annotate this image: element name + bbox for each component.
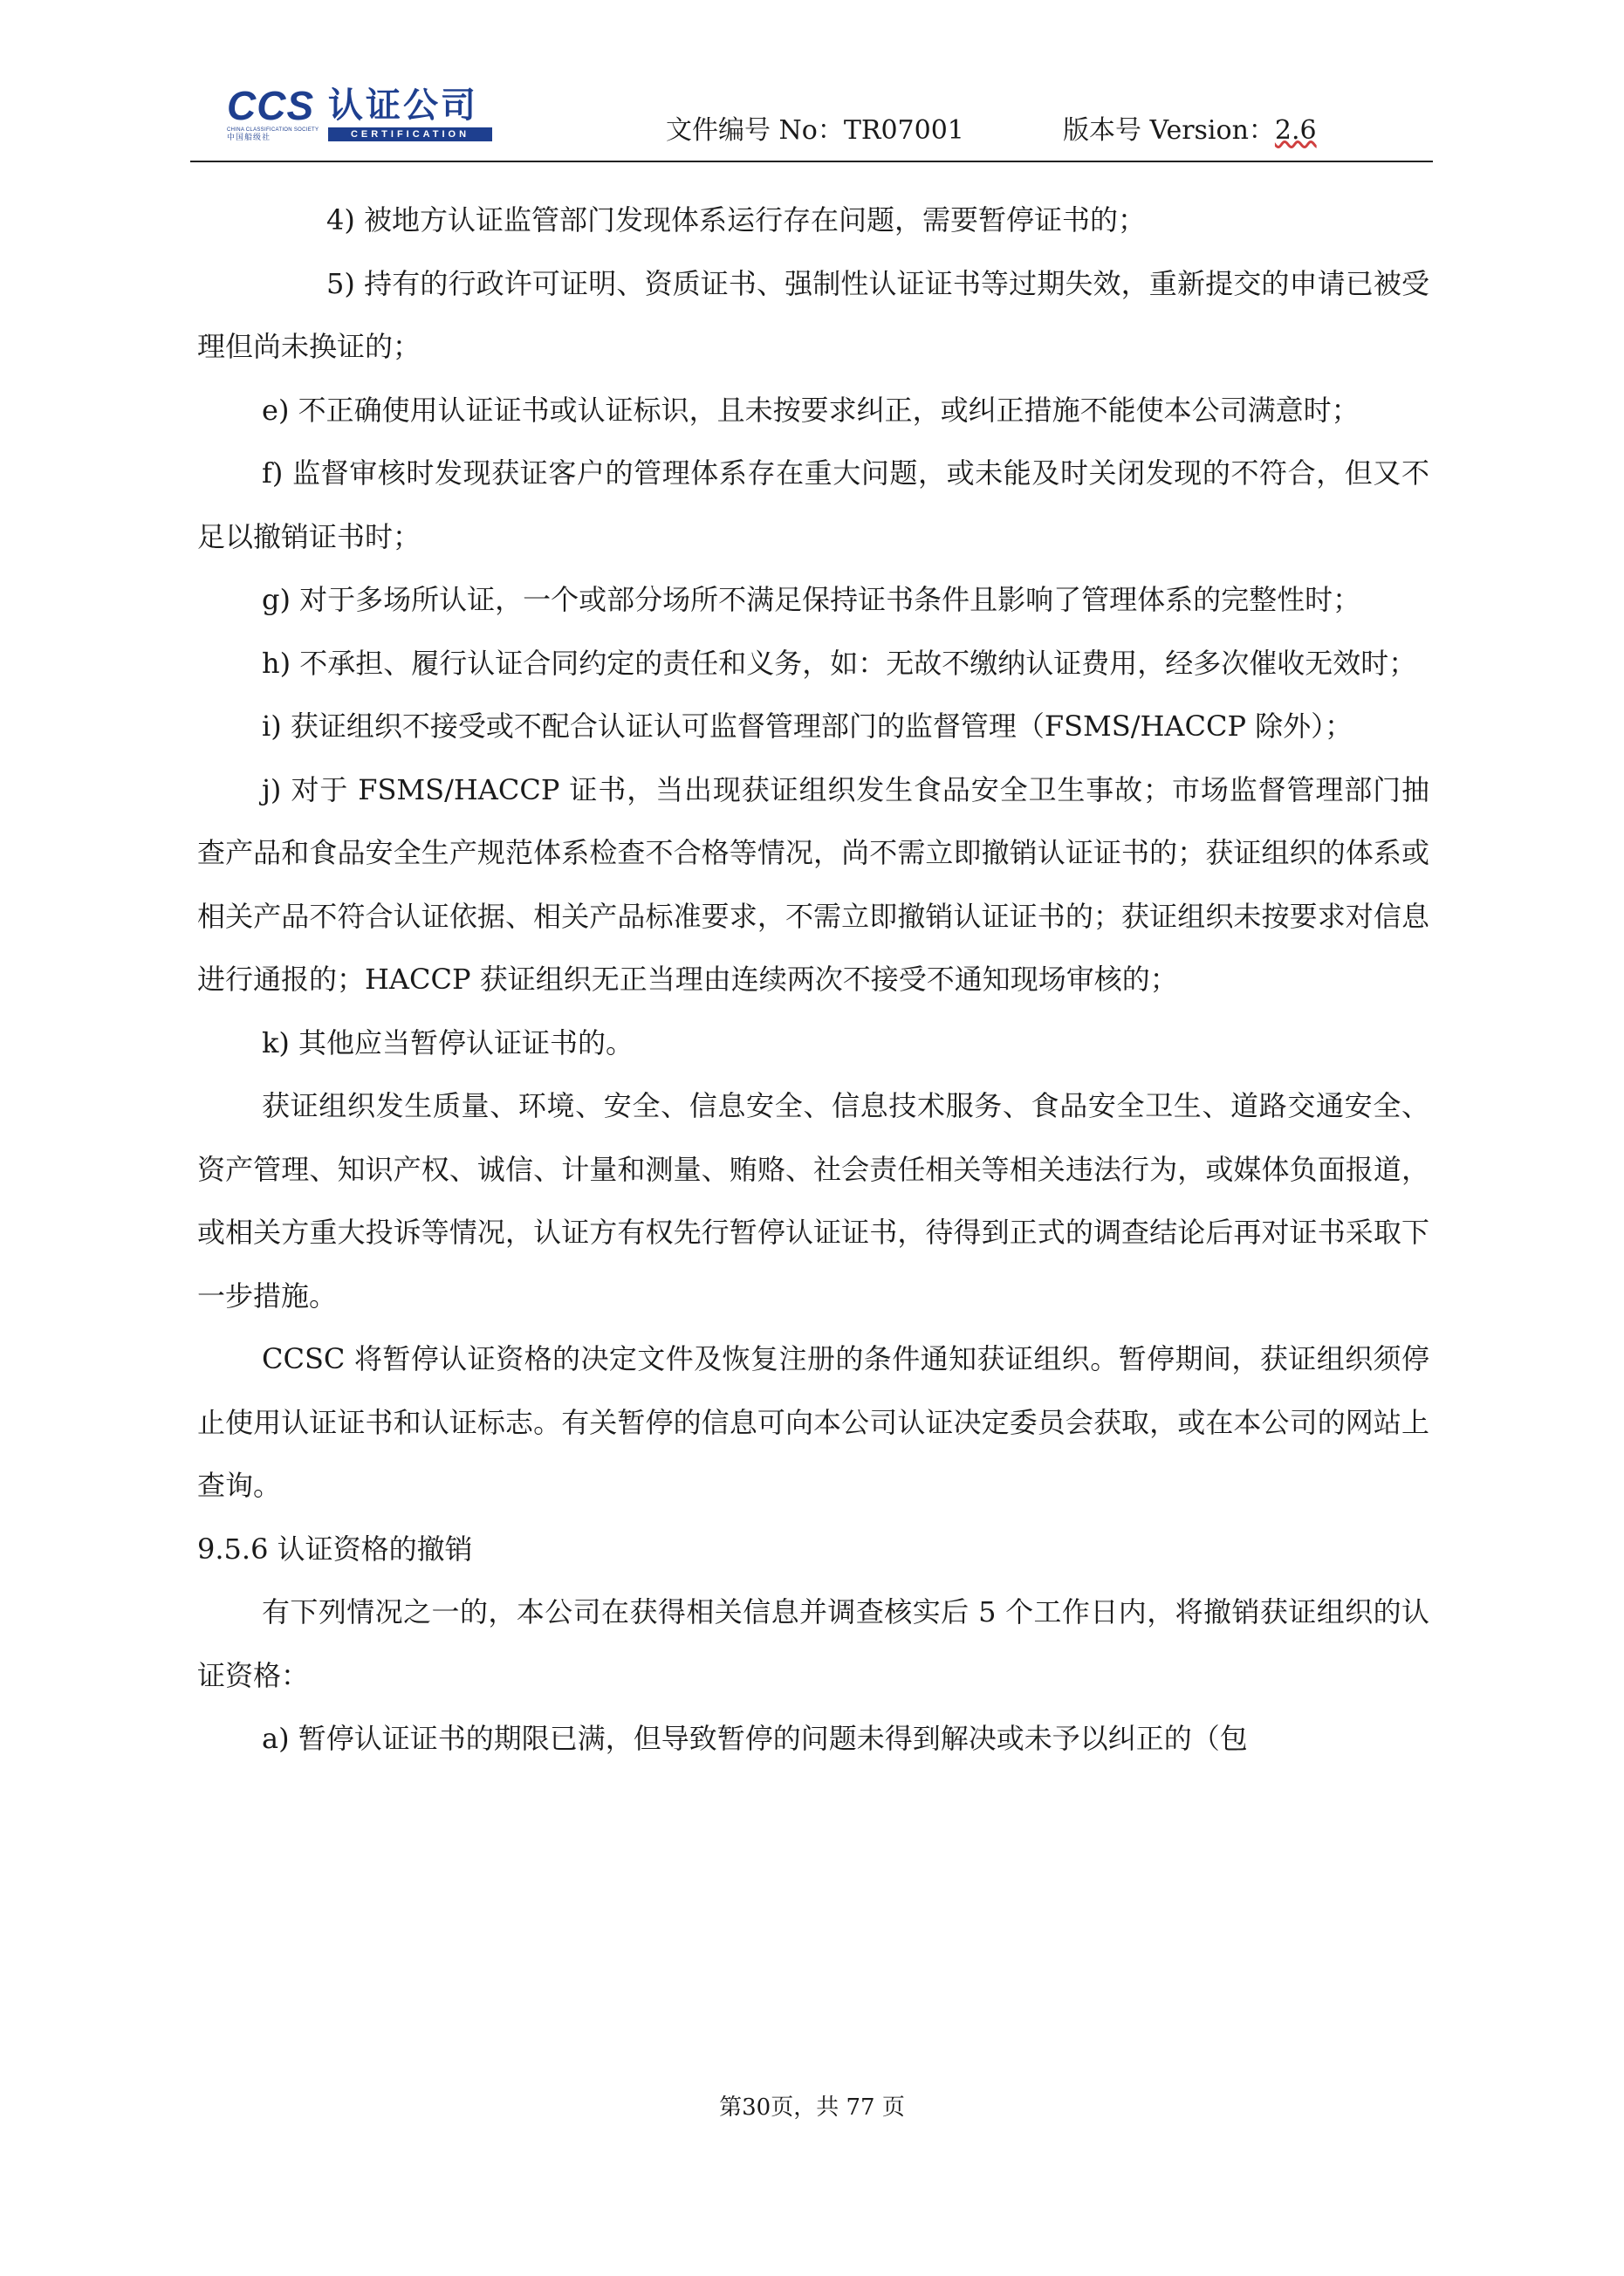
version-info: [1063, 113, 1317, 148]
logo-society-cn: 中国船级社: [227, 134, 271, 142]
document-body: [197, 189, 1429, 1771]
paragraph: CCSC 将暂停认证资格的决定文件及恢复注册的条件通知获证组织。暂停期间，获证组织须停止使用认证证书和认证标志。有关暂停的信息可向本公司认证决定委员会获取，或在本公司的网站上查询。: [197, 1342, 1429, 1502]
logo-brand: CCS: [227, 83, 315, 128]
paragraph: 获证组织发生质量、环境、安全、信息安全、信息技术服务、食品安全卫生、道路交通安全、资产管理、知识产权、诚信、计量和测量、贿赂、社会责任相关等相关违法行为，或媒体负面报道，或相关方重大投诉等情况，认证方有权先行暂停认证证书，待得到正式的调查结论后再对证书采取下一步措施。: [197, 1089, 1429, 1313]
paragraph: j) 对于 FSMS/HACCP 证书，当出现获证组织发生食品安全卫生事故；市场监督管理部门抽查产品和食品安全生产规范体系检查不合格等情况，尚不需立即撤销认证证书的；获证组织的体系或相关产品不符合认证依据、相关产品标准要求，不需立即撤销认证证书的；获证组织未按要求对信息进行通报的；HACCP 获证组织无正当理由连续两次不接受不通知现场审核的；: [197, 772, 1429, 996]
paragraph: g) 对于多场所认证，一个或部分场所不满足保持证书条件且影响了管理体系的完整性时；: [262, 583, 1361, 616]
paragraph: 有下列情况之一的，本公司在获得相关信息并调查核实后 5 个工作日内，将撤销获证组织的认证资格：: [197, 1595, 1429, 1692]
logo-society-en: CHINA CLASSIFICATION SOCIETY: [227, 127, 319, 133]
paragraph: a) 暂停认证证书的期限已满，但导致暂停的问题未得到解决或未予以纠正的（包: [262, 1722, 1248, 1755]
paragraph: 5) 持有的行政许可证明、资质证书、强制性认证证书等过期失效，重新提交的申请已被受理但尚未换证的；: [197, 266, 1429, 363]
paragraph: f) 监督审核时发现获证客户的管理体系存在重大问题，或未能及时关闭发现的不符合，但又不足以撤销证书时；: [197, 456, 1429, 553]
logo-certification-bar: CERTIFICATION: [328, 127, 492, 141]
page-number: 第30页，共 77 页: [719, 2094, 905, 2121]
ccs-certification-logo: [227, 84, 558, 141]
paragraph: h) 不承担、履行认证合同约定的责任和义务，如：无故不缴纳认证费用，经多次催收无效时；: [262, 646, 1417, 680]
version-value: 2.6: [1274, 115, 1317, 146]
version-label: 版本号 Version：: [1063, 115, 1275, 146]
page-header: [190, 84, 1433, 162]
logo-name-cn: 认证公司: [328, 86, 478, 126]
document-number: 文件编号 No：TR07001: [666, 115, 964, 146]
paragraph: k) 其他应当暂停认证证书的。: [262, 1025, 634, 1059]
paragraph: e) 不正确使用认证证书或认证标识，且未按要求纠正，或纠正措施不能使本公司满意时；: [262, 393, 1360, 427]
section-heading: 9.5.6 认证资格的撤销: [197, 1532, 473, 1566]
paragraph: i) 获证组织不接受或不配合认证认可监督管理部门的监督管理（FSMS/HACCP 除外）；: [262, 710, 1353, 743]
paragraph: 4) 被地方认证监管部门发现体系运行存在问题，需要暂停证书的；: [326, 203, 1147, 237]
